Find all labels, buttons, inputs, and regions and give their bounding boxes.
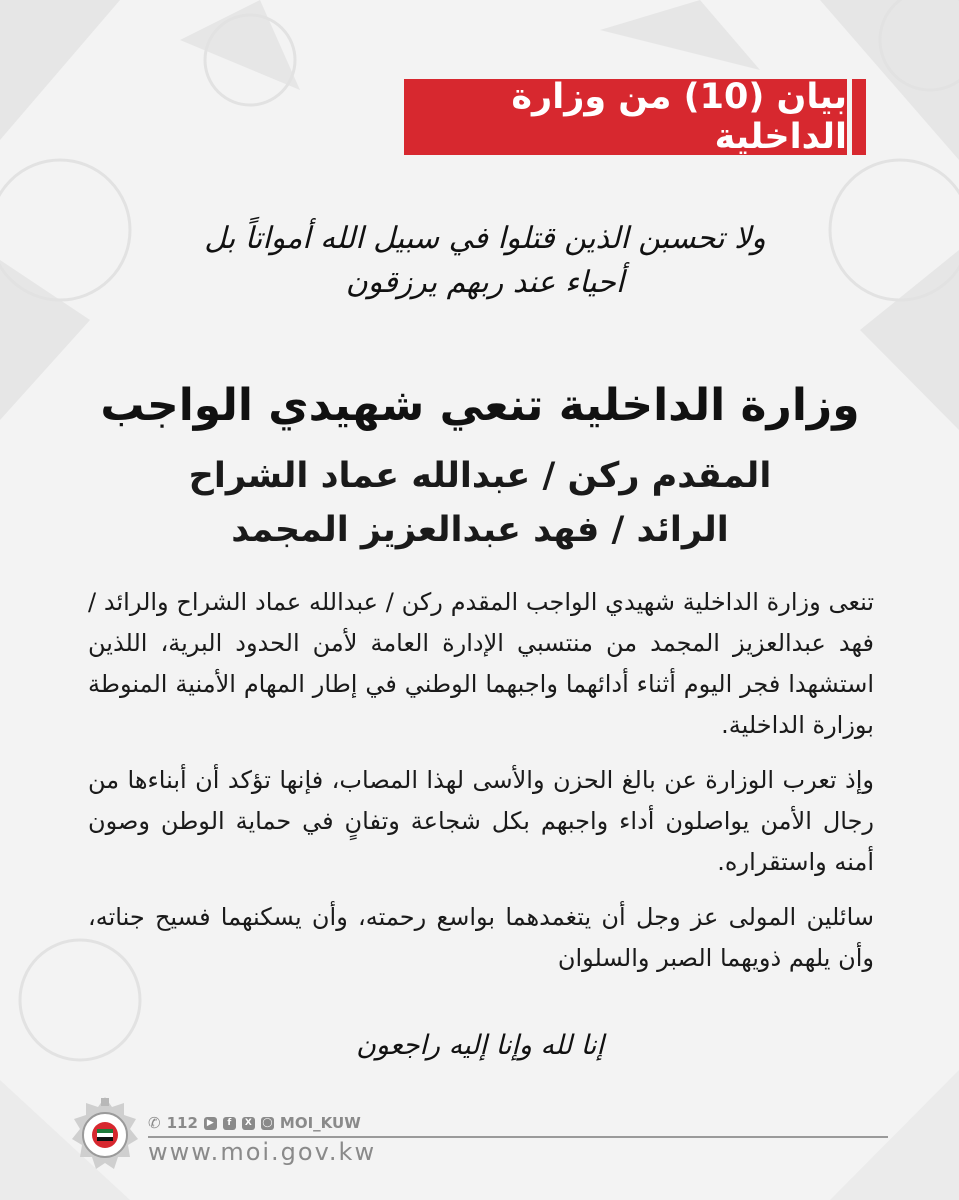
website-link[interactable]: www.moi.gov.kw bbox=[148, 1138, 377, 1166]
quran-verse-calligraphy: ولا تحسبن الذين قتلوا في سبيل الله أمواتاً بل أحياء عند ربهم يرزقون bbox=[204, 221, 766, 300]
social-handle[interactable]: MOI_KUW bbox=[279, 1114, 361, 1132]
youtube-icon[interactable]: ▶ bbox=[204, 1117, 217, 1130]
paragraph-3: سائلين المولى عز وجل أن يتغمدهما بواسع رحمته، وأن يسكنهما فسيح جناته، وأن يلهم ذويهما الصبر والسلوان bbox=[88, 903, 874, 972]
martyr-name-1: المقدم ركن / عبدالله عماد الشراح bbox=[188, 456, 772, 496]
x-icon[interactable]: X bbox=[242, 1117, 255, 1130]
contact-row bbox=[148, 1113, 361, 1133]
statement-badge bbox=[404, 79, 864, 155]
statement-body bbox=[88, 582, 874, 993]
martyr-name-2: الرائد / فهد عبدالعزيز المجمد bbox=[231, 510, 729, 550]
closing-calligraphy: إنا لله وإنا إليه راجعون bbox=[356, 1029, 604, 1061]
paragraph-1: تنعى وزارة الداخلية شهيدي الواجب المقدم ركن / عبدالله عماد الشراح والرائد / فهد عبدالعزيز المجمد من منتسبي الإدارة العامة لأمن الحدود البرية، اللذين استشهدا فجر اليوم أثناء أدائهما واجبهما الوطني في إطار المهام الأمنية المنوطة بوزارة الداخلية. bbox=[88, 588, 874, 739]
page-title: وزارة الداخلية تنعي شهيدي الواجب bbox=[100, 380, 860, 431]
badge-title: بيان (10) من وزارة الداخلية bbox=[404, 79, 847, 155]
paragraph-2: وإذ تعرب الوزارة عن بالغ الحزن والأسى لهذا المصاب، فإنها تؤكد أن أبناءها من رجال الأمن يواصلون أداء واجبهم بكل شجاعة وتفانٍ في حماية الوطن وصون أمنه واستقراره. bbox=[88, 766, 874, 876]
facebook-icon[interactable]: f bbox=[223, 1117, 236, 1130]
phone-icon: ✆ bbox=[148, 1114, 161, 1132]
instagram-icon[interactable]: ◯ bbox=[262, 1117, 273, 1128]
badge-accent-strip bbox=[852, 79, 866, 155]
police-emblem-icon bbox=[68, 1095, 142, 1181]
phone-number[interactable]: 112 bbox=[166, 1114, 198, 1132]
